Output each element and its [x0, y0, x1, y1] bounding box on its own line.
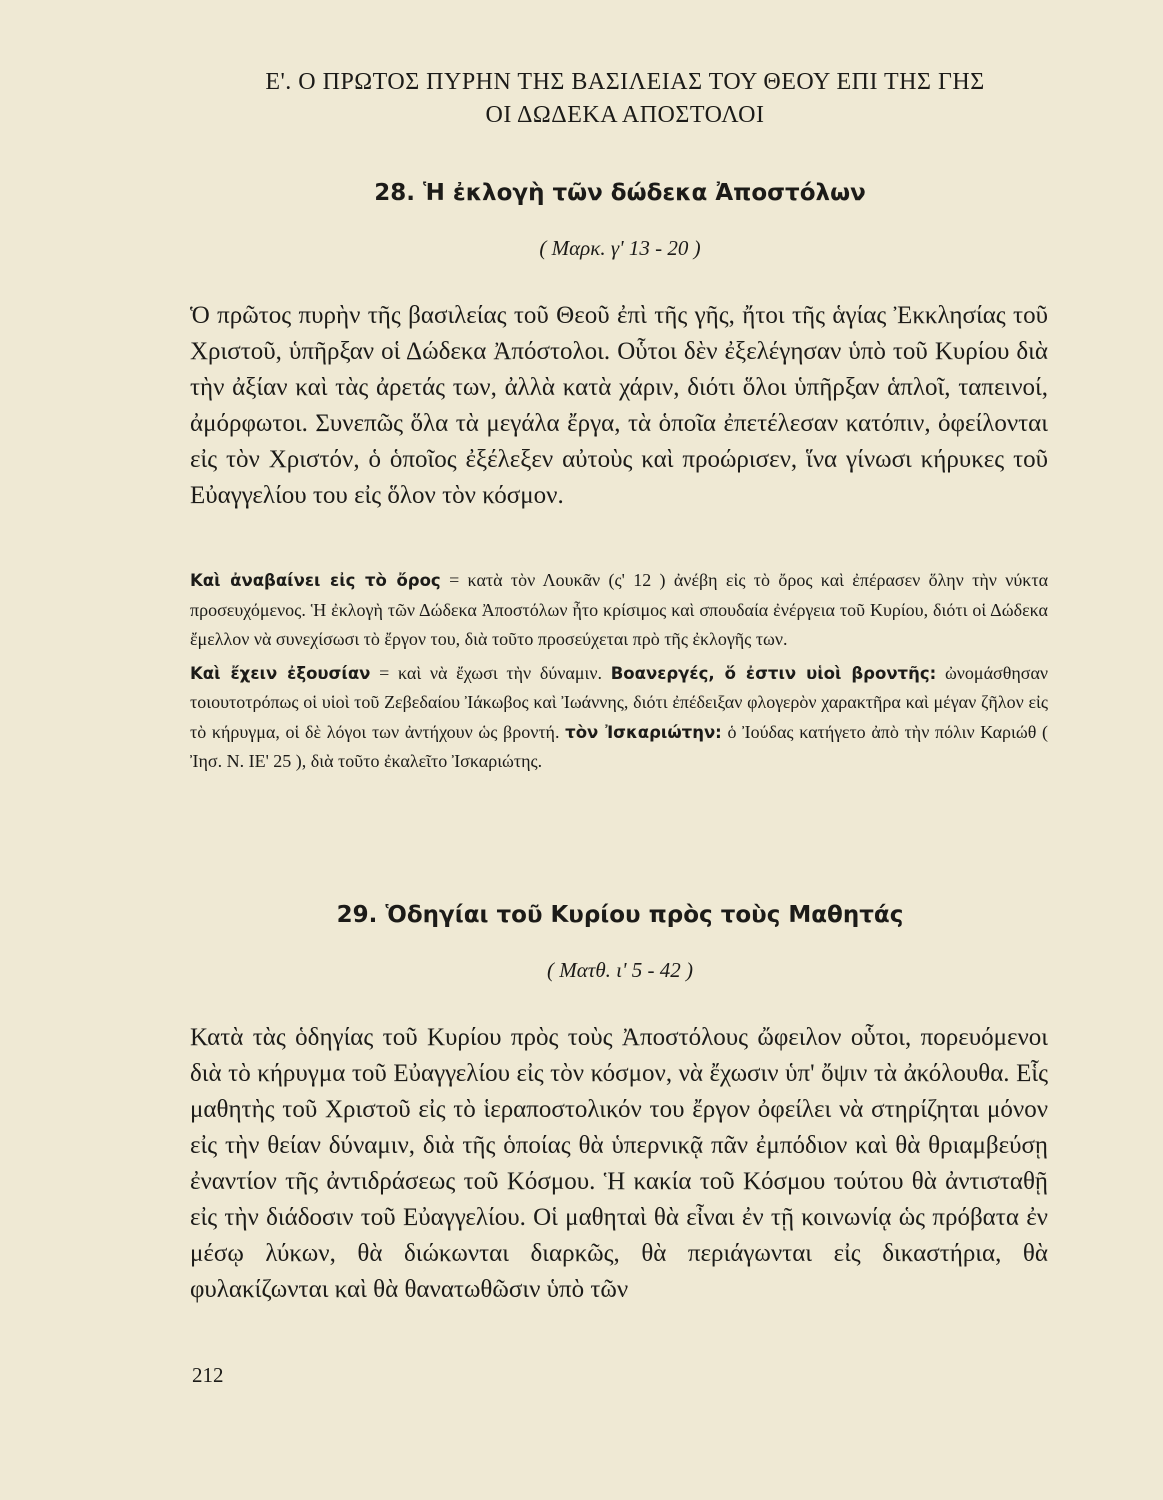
page-number: 212: [192, 1363, 224, 1387]
note-text: = κατὰ τὸν Λουκᾶν (ς' 12 ) ἀνέβη εἰς τὸ ὄρος καὶ ἐπέρασεν ὅλην τὴν νύκτα προσευχόμενος. Ἡ ἐκλογὴ τῶν Δώδεκα Ἀποστόλων ἦτο κρίσιμος καὶ σπουδαία ἐνέργεια τοῦ Κυρίου, διότι οἱ Δώδεκα ἔμελλον νὰ συνεχίσωσι τὸ ἔργον του, διὰ τοῦτο προσεύχεται πρὸ τῆς ἐκλογῆς των.: [190, 570, 1048, 649]
note-paragraph: [190, 659, 1048, 777]
section-29-reference: ( Ματθ. ι' 5 - 42 ): [547, 958, 693, 982]
note-text: ὠνομάσθησαν τοιουτοτρόπως οἱ υἱοὶ τοῦ Ζεβεδαίου Ἰάκωβος καὶ Ἰωάννης, διότι ἐπέδειξαν φλογερὸν χαρακτῆρα καὶ μέγαν ζῆλον εἰς τὸ κήρυγμα, οἱ δὲ λόγοι των ἀντήχουν ὡς βροντή.: [190, 662, 1049, 742]
note-text: = καὶ νὰ ἔχωσι τὴν δύναμιν.: [379, 662, 602, 683]
chapter-heading: [190, 66, 1060, 132]
note-keyword: Βοανεργές, ὅ ἐστιν υἱοὶ βροντῆς:: [610, 663, 937, 683]
section-29-body: Κατὰ τὰς ὁδηγίας τοῦ Κυρίου πρὸς τοὺς Ἀποστόλους ὤφειλον οὗτοι, πορευόμενοι διὰ τὸ κήρυγμα τοῦ Εὐαγγελίου εἰς τὸν κόσμον, νὰ ἔχωσιν ὑπ' ὄψιν τὰ ἀκόλουθα. Εἷς μαθητὴς τοῦ Χριστοῦ εἰς τὸ ἱεραποστολικόν του ἔργον ὀφείλει νὰ στηρίζηται μόνον εἰς τὴν θείαν δύναμιν, διὰ τῆς ὁποίας θὰ ὑπερνικᾷ πᾶν ἐμπόδιον καὶ θὰ θριαμβεύσῃ ἐναντίον τῆς ἀντιδράσεως τοῦ Κόσμου. Ἡ κακία τοῦ Κόσμου τούτου θὰ ἀντισταθῇ εἰς τὴν διάδοσιν τοῦ Εὐαγγελίου. Οἱ μαθηταὶ θὰ εἶναι ἐν τῇ κοινωνίᾳ ὡς πρόβατα ἐν μέσῳ λύκων, θὰ διώκωνται διαρκῶς, θὰ περιάγωνται εἰς δικαστήρια, θὰ φυλακίζωνται καὶ θὰ θανατωθῶσιν ὑπὸ τῶν: [190, 1024, 1048, 1303]
chapter-heading-line-1: Ε'. Ο ΠΡΩΤΟΣ ΠΥΡΗΝ ΤΗΣ ΒΑΣΙΛΕΙΑΣ ΤΟΥ ΘΕΟΥ ΕΠΙ ΤΗΣ ΓΗΣ: [265, 69, 985, 95]
note-keyword: τὸν Ἰσκαριώτην:: [565, 722, 722, 742]
section-28-reference: ( Μαρκ. γ' 13 - 20 ): [539, 236, 701, 260]
note-paragraph: [190, 566, 1048, 655]
note-keyword: Καὶ ἔχειν ἐξουσίαν: [190, 663, 371, 683]
chapter-heading-line-2: ΟΙ ΔΩΔΕΚΑ ΑΠΟΣΤΟΛΟΙ: [485, 102, 765, 128]
section-28-title: 28. Ἡ ἐκλογὴ τῶν δώδεκα Ἀποστόλων: [374, 180, 866, 206]
section-28-notes: [190, 566, 1048, 777]
note-text: ὁ Ἰούδας κατήγετο ἀπὸ τὴν πόλιν Καριώθ ( Ἰησ. Ν. ΙΕ' 25 ), διὰ τοῦτο ἐκαλεῖτο Ἰσκαριώτης.: [190, 721, 1049, 771]
section-29-title: 29. Ὁδηγίαι τοῦ Κυρίου πρὸς τοὺς Μαθητάς: [336, 902, 904, 928]
section-28-body: Ὁ πρῶτος πυρὴν τῆς βασιλείας τοῦ Θεοῦ ἐπὶ τῆς γῆς, ἤτοι τῆς ἁγίας Ἐκκλησίας τοῦ Χριστοῦ, ὑπῆρξαν οἱ Δώδεκα Ἀπόστολοι. Οὗτοι δὲν ἐξελέγησαν ὑπὸ τοῦ Κυρίου διὰ τὴν ἀξίαν καὶ τὰς ἀρετάς των, ἀλλὰ κατὰ χάριν, διότι ὅλοι ὑπῆρξαν ἁπλοῖ, ταπεινοί, ἀμόρφωτοι. Συνεπῶς ὅλα τὰ μεγάλα ἔργα, τὰ ὁποῖα ἐπετέλεσαν κατόπιν, ὀφείλονται εἰς τὸν Χριστόν, ὁ ὁποῖος ἐξέλεξεν αὐτοὺς καὶ προώρισεν, ἵνα γίνωσι κήρυκες τοῦ Εὐαγγελίου του εἰς ὅλον τὸν κόσμον.: [190, 302, 1048, 509]
note-keyword: Καὶ ἀναβαίνει εἰς τὸ ὄρος: [190, 571, 441, 590]
